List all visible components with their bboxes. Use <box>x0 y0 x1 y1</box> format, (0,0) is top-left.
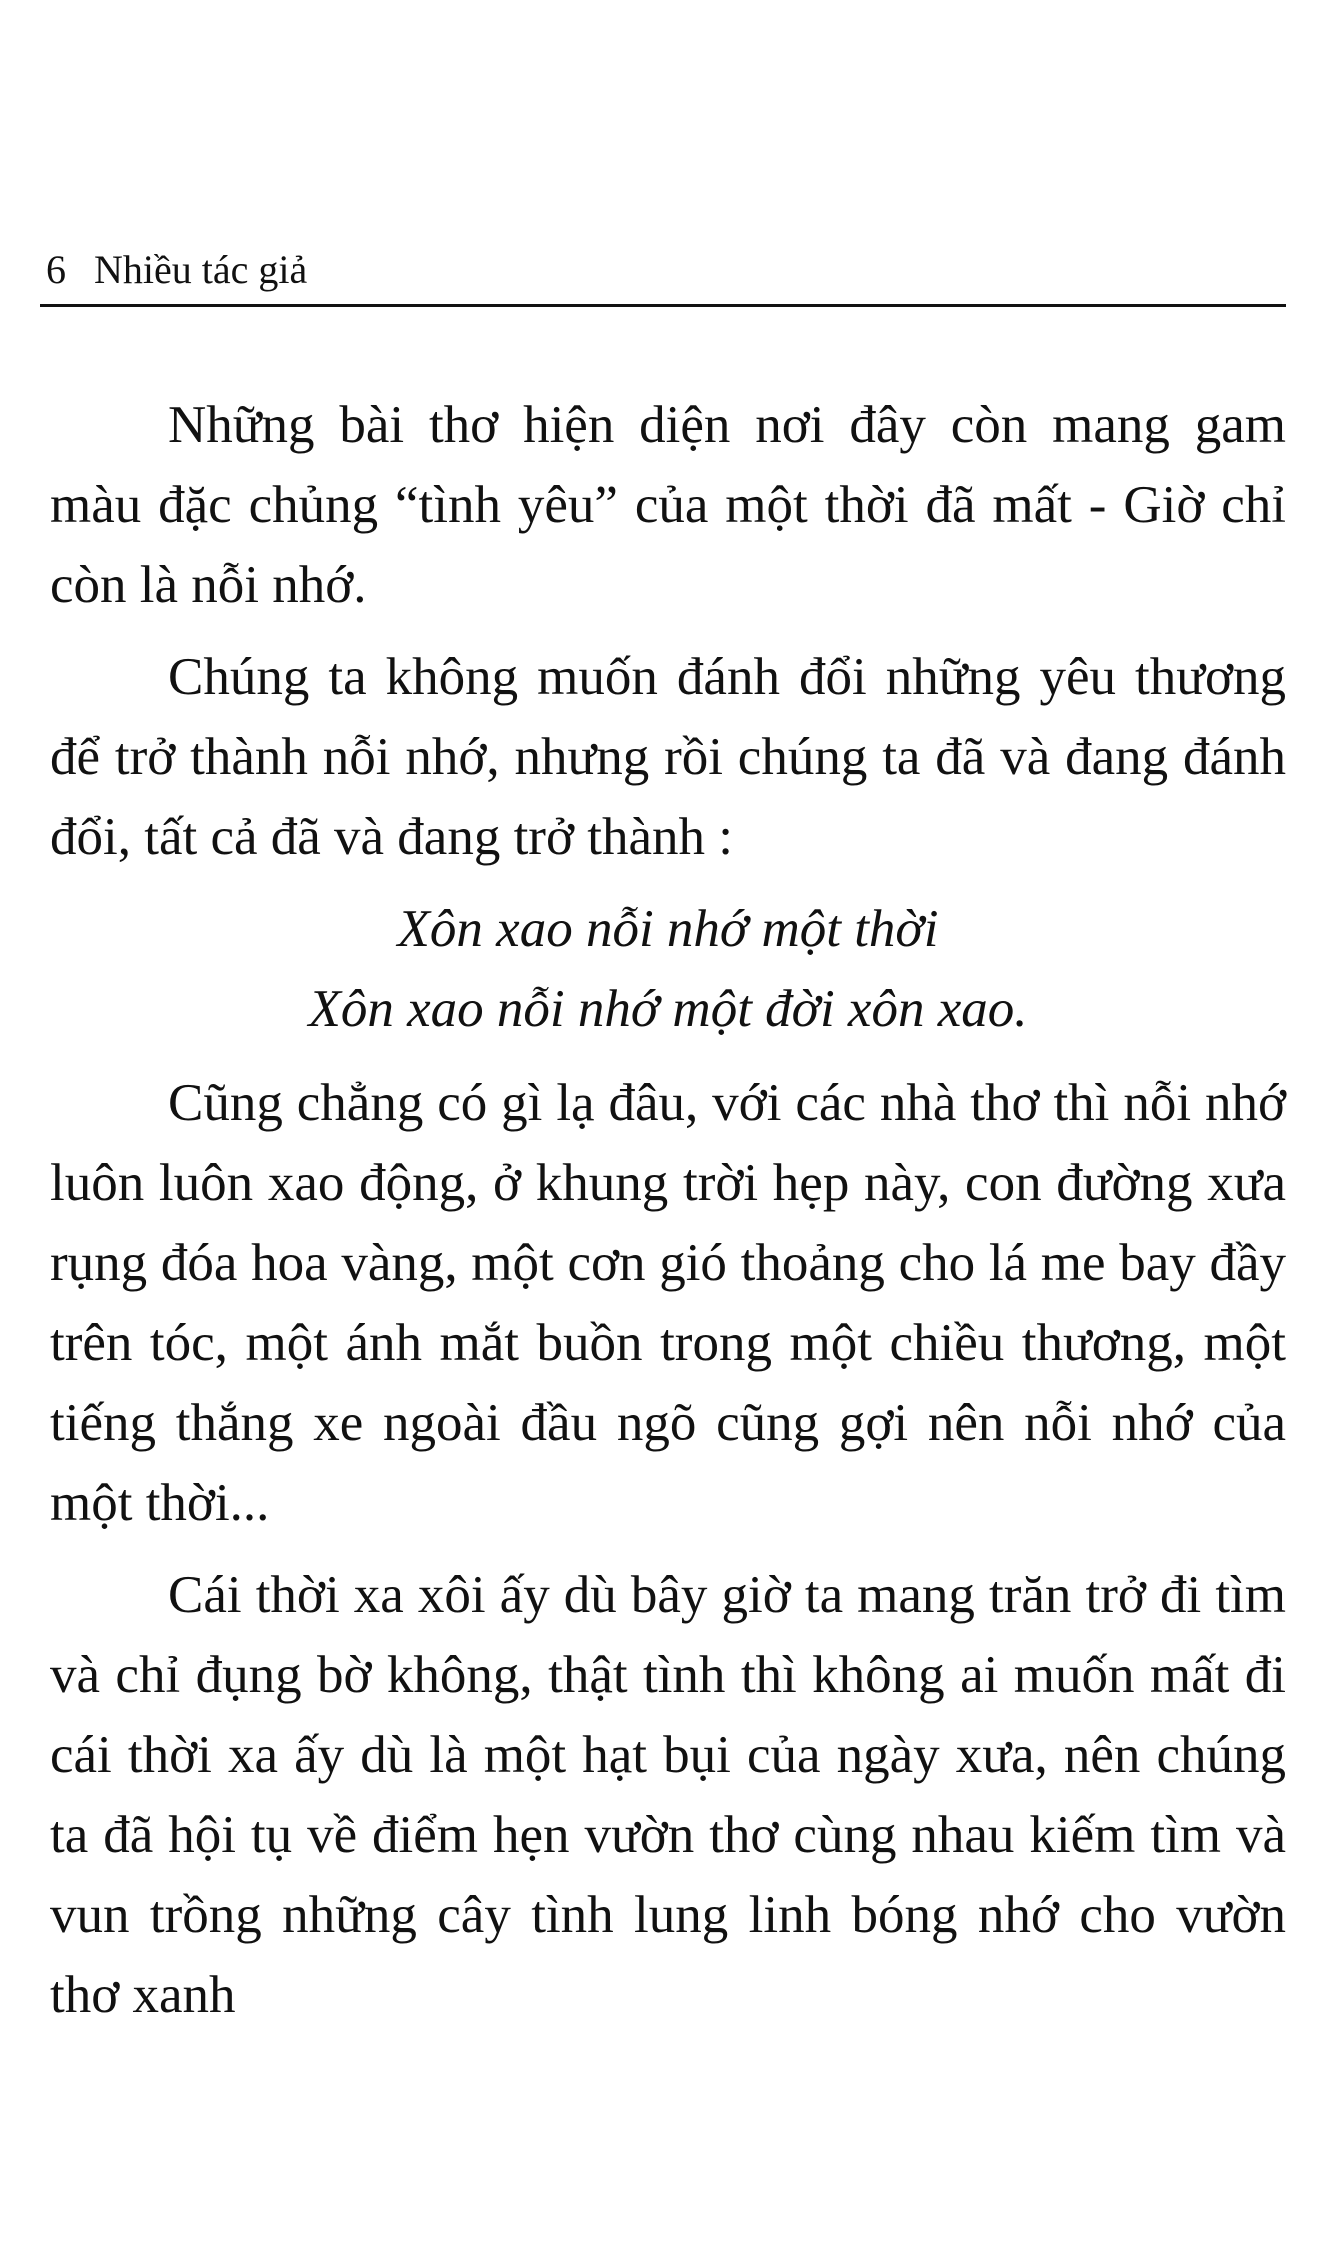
paragraph: Cái thời xa xôi ấy dù bây giờ ta mang trăn trở đi tìm và chỉ đụng bờ không, thật tình thì không ai muốn mất đi cái thời xa ấy dù là một hạt bụi của ngày xưa, nên chúng ta đã hội tụ về điểm hẹn vườn thơ cùng nhau kiếm tìm và vun trồng những cây tình lung linh bóng nhớ cho vườn thơ xanh <box>50 1566 1286 2024</box>
header-rule <box>40 304 1286 307</box>
paragraph: Những bài thơ hiện diện nơi đây còn mang gam màu đặc chủng “tình yêu” của một thời đã mất - Giờ chỉ còn là nỗi nhớ. <box>50 396 1286 614</box>
verse-line: Xôn xao nỗi nhớ một thời <box>397 900 939 958</box>
paragraph: Chúng ta không muốn đánh đổi những yêu thương để trở thành nỗi nhớ, nhưng rồi chúng ta đã và đang đánh đổi, tất cả đã và đang trở thành : <box>50 648 1286 866</box>
body-text <box>50 385 1286 2047</box>
verse-line: Xôn xao nỗi nhớ một đời xôn xao. <box>308 980 1028 1038</box>
running-title: Nhiều tác giả <box>94 247 308 292</box>
paragraph: Cũng chẳng có gì lạ đâu, với các nhà thơ thì nỗi nhớ luôn luôn xao động, ở khung trời hẹp này, con đường xưa rụng đóa hoa vàng, một cơn gió thoảng cho lá me bay đầy trên tóc, một ánh mắt buồn trong một chiều thương, một tiếng thắng xe ngoài đầu ngõ cũng gợi nên nỗi nhớ của một thời... <box>50 1074 1286 1532</box>
running-header <box>46 240 1286 302</box>
page-number: 6 <box>46 247 66 292</box>
verse-quote <box>50 889 1286 1049</box>
